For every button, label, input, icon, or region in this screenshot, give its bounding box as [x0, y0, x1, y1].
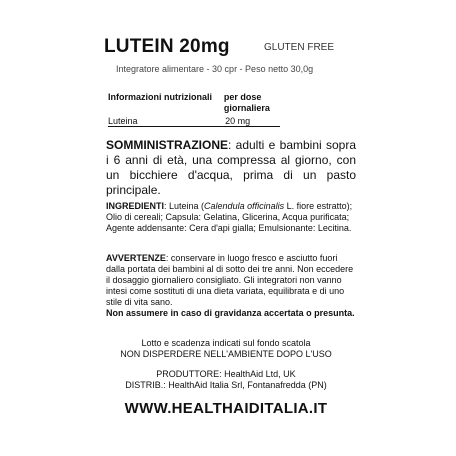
somministrazione-section	[106, 138, 356, 198]
ingredienti-text-before: : Luteina (	[164, 201, 205, 211]
somministrazione-heading: SOMMINISTRAZIONE	[106, 138, 228, 152]
nutrition-col1-header: Informazioni nutrizionali	[108, 92, 212, 102]
ingredienti-heading: INGREDIENTI	[106, 201, 165, 211]
gluten-free-badge: GLUTEN FREE	[264, 42, 335, 53]
distributore-text: DISTRIB.: HealthAid Italia Srl, Fontanafredda (PN)	[125, 380, 327, 390]
ingredienti-botanical-name: Calendula officinalis	[204, 201, 285, 211]
product-title: LUTEIN 20mg	[104, 36, 230, 57]
nutrition-row	[108, 116, 280, 127]
footer-info	[96, 338, 356, 391]
nutrient-name: Luteina	[108, 116, 138, 126]
nutrition-col2-header: per dose giornaliera	[223, 92, 270, 113]
nutrient-value: 20 mg	[225, 116, 251, 126]
title-row	[104, 36, 364, 58]
pregnancy-warning: Non assumere in caso di gravidanza accertata o presunta.	[106, 308, 355, 318]
ingredienti-text-after: L. fiore estratto); Olio di cereali; Capsula: Gelatina, Glicerina, Acqua purificata; Agente addensante: Cera d'api gialla; Emulsionante: Lecitina.	[106, 201, 353, 233]
ambiente-text: NON DISPERDERE NELL'AMBIENTE DOPO L'USO	[120, 349, 332, 359]
ingredienti-section	[106, 201, 356, 234]
nutrition-table	[108, 92, 280, 127]
produttore-text: PRODUTTORE: HealthAid Ltd, UK	[156, 369, 296, 379]
product-subtitle: Integratore alimentare - 30 cpr - Peso netto 30,0g	[116, 64, 314, 74]
avvertenze-heading: AVVERTENZE	[106, 253, 166, 263]
avvertenze-section	[106, 253, 356, 319]
somministrazione-text: : adulti e bambini sopra i 6 anni di età, una compressa al giorno, con un bicchiere d'acqua, prima di un pasto principale.	[106, 138, 356, 197]
lotto-text: Lotto e scadenza indicati sul fondo scatola	[141, 338, 311, 348]
avvertenze-text: : conservare in luogo fresco e asciutto fuori dalla portata dei bambini al di sotto dei tre anni. Non eccedere il dosaggio giornaliero consigliato. Gli integratori non vanno intesi come sostituti di una dieta variata, equilibrata e di uno stile di vita sano.	[106, 253, 354, 307]
nutrition-table-header	[108, 92, 280, 114]
website-url: WWW.HEALTHAIDITALIA.IT	[124, 400, 328, 417]
